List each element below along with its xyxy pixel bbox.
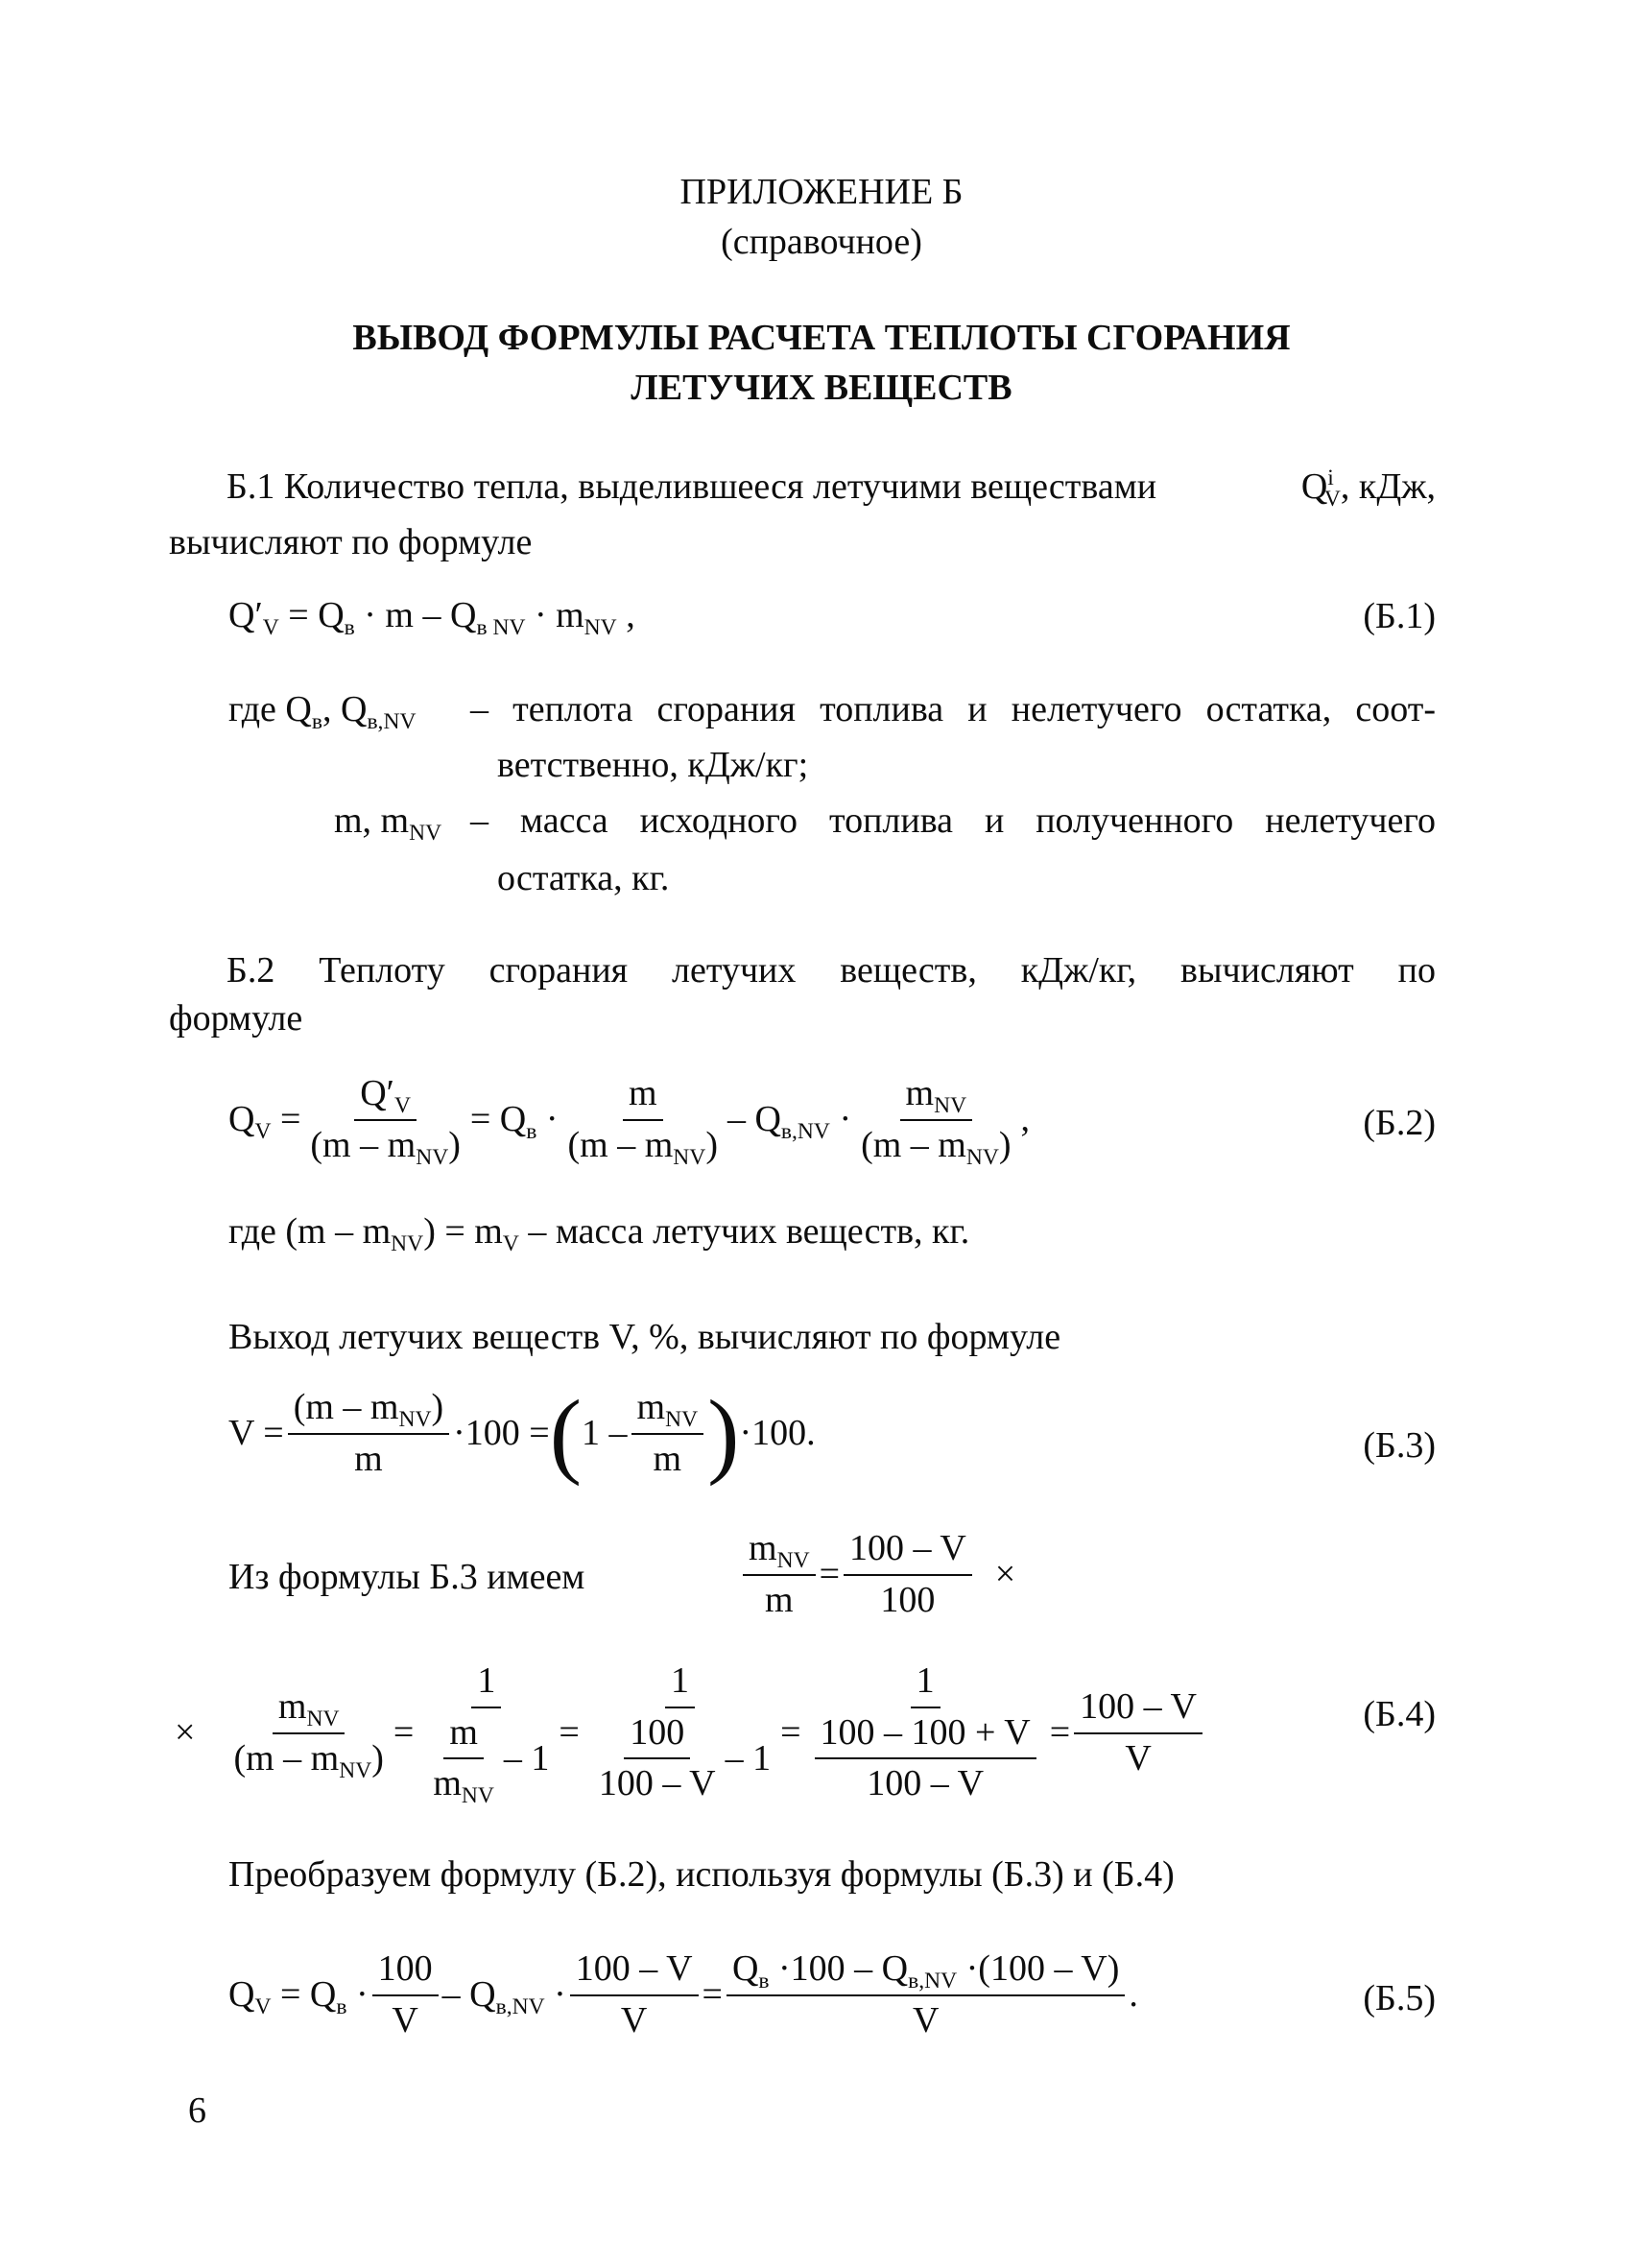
formula-b4-label: (Б.4) xyxy=(1363,1694,1436,1734)
formula-b5-label: (Б.5) xyxy=(1363,1978,1436,2018)
b1-paragraph-line2: вычисляют по формуле xyxy=(169,522,533,562)
formula-b3-label: (Б.3) xyxy=(1363,1425,1436,1466)
b1-where1-symbols: где $Q_в$, $Q_{в,NV}$ xyxy=(228,689,417,735)
b2-paragraph-line1: Б.2 Теплоту сгорания летучих веществ, кДж/кг, вычисляют по xyxy=(226,950,1436,991)
b1-where2-desc: – масса исходного топлива и полученного нелетучего xyxy=(470,800,1436,841)
b1-where2-symbols: m, $m_{NV}$ xyxy=(334,800,442,847)
formula-b1-label: (Б.1) xyxy=(1363,596,1436,636)
b1-text: Б.1 Количество тепла, выделившееся летучими веществами xyxy=(226,466,1157,507)
page-title-line2: ЛЕТУЧИХ ВЕЩЕСТВ xyxy=(631,368,1012,408)
page-number: 6 xyxy=(188,2090,206,2131)
appendix-note: (справочное) xyxy=(721,222,922,262)
b2-paragraph-line2: формуле xyxy=(169,998,303,1039)
formula-b2: $Q_V$ = $\frac{Q'_V}{(m - m_{NV})}$ = $Q_в$ · $\frac{m}{(m - m_{NV})}$ – $Q_{в,NV}$ · $\frac{m_{NV}}{(m - m_{NV})}$ , xyxy=(228,1073,1031,1170)
formula-b1: $Q'_V = Q_в \cdot m - Q_{в NV} \cdot m_{NV}$ , xyxy=(228,595,635,641)
b1-where1-desc: – теплота сгорания топлива и нелетучего остатка, соот- xyxy=(470,689,1436,729)
formula-b5: $Q_V = Q_в$ · $\frac{100}{V}$ – $Q_{в,NV}$ · $\frac{100 - V}{V}$ = $\frac{Q_в \cdot 100 - Q_{в,NV} \cdot(100 - V)}{V}$ . xyxy=(228,1948,1138,2041)
appendix-label: ПРИЛОЖЕНИЕ Б xyxy=(679,172,964,212)
b5-intro: Преобразуем формулу (Б.2), используя формулы (Б.3) и (Б.4) xyxy=(228,1854,1175,1895)
formula-b3: V = $\frac{(m - m_{NV})}{m}$ ·100 = ( 1 – $\frac{m_{NV}}{m}$ ) ·100. xyxy=(228,1380,816,1487)
formula-b4-pre: $\frac{m_{NV}}{m}$ = $\frac{100 - V}{100}$ × xyxy=(739,1528,1015,1621)
b2-where: где $(m - m_{NV}) = m_V$ – масса летучих веществ, кг. xyxy=(228,1211,970,1257)
b1-where2-cont: остатка, кг. xyxy=(497,858,670,898)
b1-where1-cont: ветственно, кДж/кг; xyxy=(497,745,809,785)
b4-intro: Из формулы Б.3 имеем xyxy=(228,1557,585,1597)
b1-symbol: $Q^i_V$, кДж, xyxy=(1300,465,1436,513)
formula-b2-label: (Б.2) xyxy=(1363,1103,1436,1143)
b3-intro: Выход летучих веществ V, %, вычисляют по формуле xyxy=(228,1317,1061,1357)
b1-paragraph-line1 xyxy=(226,465,1436,513)
page-title: ВЫВОД ФОРМУЛЫ РАСЧЕТА ТЕПЛОТЫ СГОРАНИЯ xyxy=(352,318,1291,358)
formula-b4: × $\frac{m_{NV}}{(m - m_{NV})}$ = 1 $\frac{m}{m_{NV}}$ – 1 = 1 $\frac{100}{100 - V}$ – 1 = $\frac{1}{\frac{100 - 100 + V}{100 - V}}$ = $\frac{100 - V}{V}$ xyxy=(175,1660,1206,1805)
